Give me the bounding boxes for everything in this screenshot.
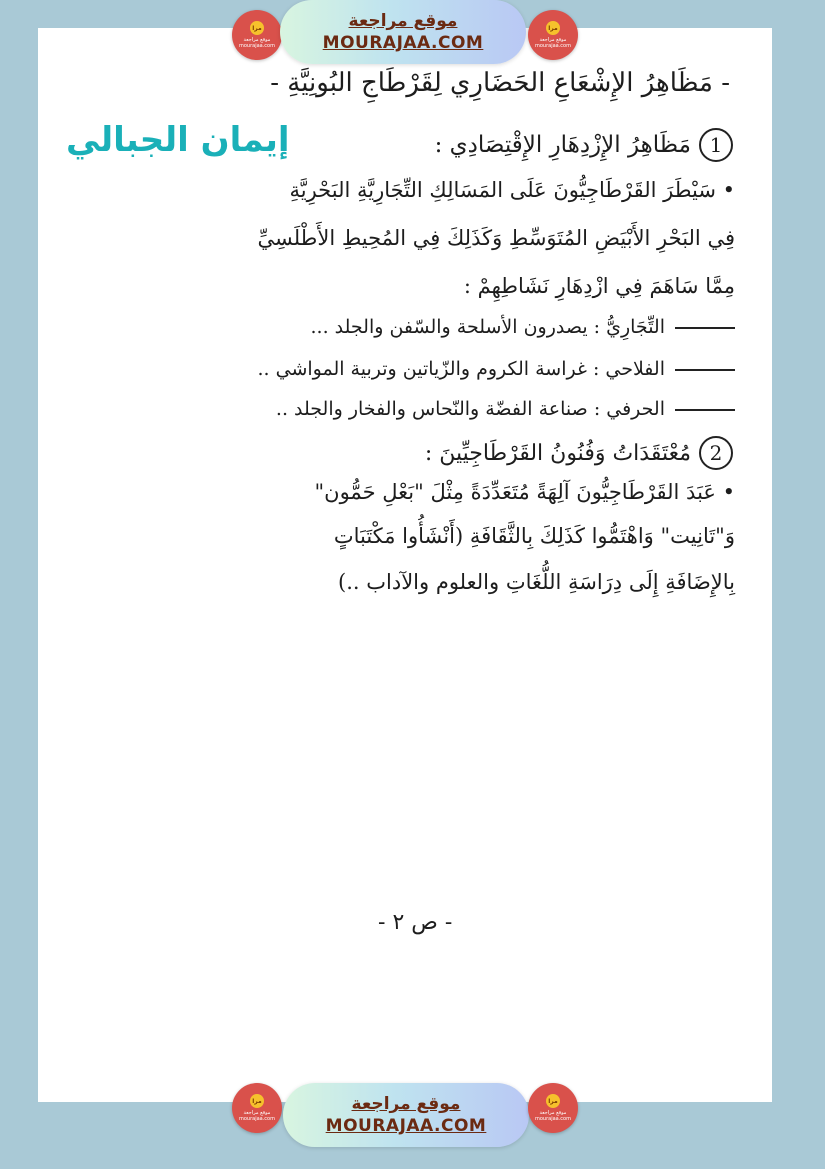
list-item: الفلاحي : غراسة الكروم والزّياتين وتربية المواشي .. (258, 358, 736, 380)
section-2-line: وَ"تَانِيت" وَاهْتَمُّوا كَذَلِكَ بِالثَّقَافَةِ (أَنْشَأُوا مَكْتَبَاتٍ (333, 524, 735, 548)
section-1-line: فِي البَحْرِ الأَبْيَضِ المُتَوَسِّطِ وَكَذَلِكَ فِي المُحِيطِ الأَطْلَسِيِّ (257, 226, 735, 250)
section-1-heading: 1مَظَاهِرُ الإِزْدِهَارِ الإِقْتِصَادِي : (435, 128, 733, 162)
site-logo-badge: مرا موقع مراجعة mourajaa.com (528, 1083, 578, 1133)
site-logo-badge: مرا موقع مراجعة mourajaa.com (232, 10, 282, 60)
section-2-line: بِالإِضَافَةِ إِلَى دِرَاسَةِ اللُّغَاتِ والعلوم والآداب ..) (338, 570, 735, 594)
logo-icon: مرا (546, 1094, 560, 1108)
site-logo-badge: مرا موقع مراجعة mourajaa.com (528, 10, 578, 60)
section-number: 2 (699, 436, 733, 470)
logo-icon: مرا (250, 21, 264, 35)
site-name-arabic: موقع مراجعة (348, 11, 458, 31)
section-1-line: مِمَّا سَاهَمَ فِي ازْدِهَارِ نَشَاطِهِمْ : (463, 274, 735, 298)
author-name: إيمان الجبالي (66, 120, 290, 160)
page-number: - ص ٢ - (378, 910, 453, 935)
logo-icon: مرا (546, 21, 560, 35)
list-item: الحرفي : صناعة الفضّة والنّحاس والفخار والجلد .. (276, 398, 735, 420)
site-name-arabic: موقع مراجعة (351, 1094, 461, 1114)
section-1-line: • سَيْطَرَ القَرْطَاجِيُّونَ عَلَى المَسَالِكِ التِّجَارِيَّةِ البَحْرِيَّةِ (289, 178, 735, 202)
site-link-banner-top[interactable] (280, 0, 526, 64)
section-number: 1 (699, 128, 733, 162)
section-2-heading: 2مُعْتَقَدَاتُ وَفُنُونُ القَرْطَاجِيِّينَ : (425, 436, 733, 470)
document-title: - مَظَاهِرُ الإِشْعَاعِ الحَضَارِي لِقَرْطَاجِ البُونِيَّةِ - (270, 68, 730, 98)
list-item: التِّجَارِيُّ : يصدرون الأسلحة والسّفن والجلد ... (310, 316, 735, 338)
section-2-line: • عَبَدَ القَرْطَاجِيُّونَ آلِهَةً مُتَعَدِّدَةً مِثْلَ "بَعْلِ حَمُّون" (314, 480, 735, 504)
site-logo-badge: مرا موقع مراجعة mourajaa.com (232, 1083, 282, 1133)
site-name-latin: MOURAJAA.COM (322, 33, 484, 53)
site-name-latin: MOURAJAA.COM (325, 1116, 487, 1136)
site-link-banner-bottom[interactable] (283, 1083, 529, 1147)
logo-icon: مرا (250, 1094, 264, 1108)
